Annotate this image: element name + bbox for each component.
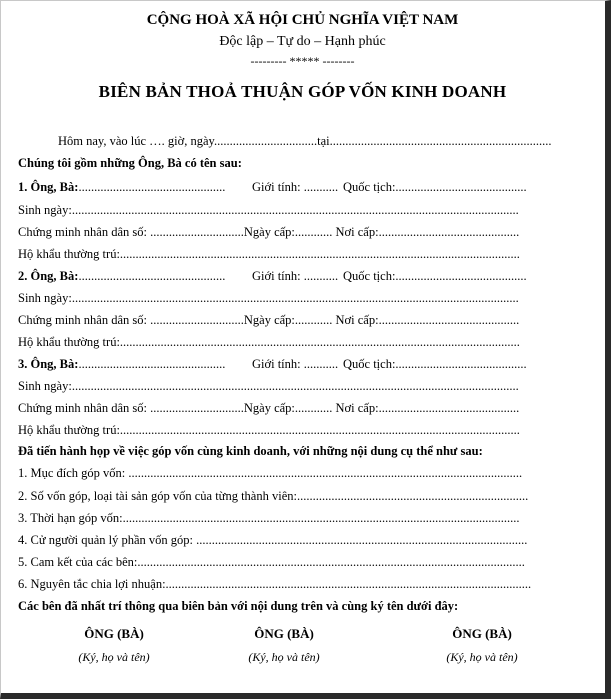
party-2-row [18,269,225,284]
item-3: 3. Thời hạn góp vốn:............................................................................................................................... [18,511,520,525]
party-1-id: Chứng minh nhân dân số: ..............................Ngày cấp:............ Nơi cấp:............................................. [18,225,520,239]
party-3-birth: Sinh ngày:............................................................................................................................................... [18,379,519,393]
party-3-nationality: Quốc tịch:.......................................... [343,357,527,371]
signature-2-title: ÔNG (BÀ) [254,626,314,641]
party-1-label: 1. Ông, Bà: [18,180,79,194]
document-title: BIÊN BẢN THOẢ THUẬN GÓP VỐN KINH DOANH [98,82,507,101]
content-heading: Đã tiến hành họp về việc góp vốn cùng kinh doanh, với những nội dung cụ thể như sau: [18,444,483,458]
party-2-name-dots: ............................................... [78,269,226,283]
parties-heading: Chúng tôi gồm những Ông, Bà có tên sau: [18,156,242,170]
signature-3-note: (Ký, họ và tên) [446,650,518,664]
party-2-household: Hộ khẩu thường trú:................................................................................................................................ [18,335,520,349]
party-1-row [18,180,225,195]
signature-2-note: (Ký, họ và tên) [248,650,320,664]
item-6: 6. Nguyên tắc chia lợi nhuận:..................................................................................................................... [18,577,532,591]
party-3-household: Hộ khẩu thường trú:................................................................................................................................ [18,423,520,437]
party-2-birth: Sinh ngày:............................................................................................................................................... [18,291,519,305]
party-3-gender: Giới tính: ........... [252,357,339,371]
party-3-row [18,357,225,372]
party-1-name-dots: ............................................... [78,180,226,194]
agreement-line: Các bên đã nhất trí thông qua biên bản với nội dung trên và cùng ký tên dưới đây: [18,599,459,613]
header-separator: --------- ***** -------- [250,54,355,68]
signature-3-title: ÔNG (BÀ) [452,626,512,641]
item-4: 4. Cử người quản lý phần vốn góp: .......................................................................................................... [18,533,528,547]
party-2-label: 2. Ông, Bà: [18,269,79,283]
national-motto: Độc lập – Tự do – Hạnh phúc [219,34,386,49]
party-2-gender: Giới tính: ........... [252,269,339,283]
signature-1-title: ÔNG (BÀ) [84,626,144,641]
party-2-id: Chứng minh nhân dân số: ..............................Ngày cấp:............ Nơi cấp:............................................. [18,313,520,327]
signature-1-note: (Ký, họ và tên) [78,650,150,664]
party-3-id: Chứng minh nhân dân số: ..............................Ngày cấp:............ Nơi cấp:............................................. [18,401,520,415]
party-1-nationality: Quốc tịch:.......................................... [343,180,527,194]
party-2-nationality: Quốc tịch:.......................................... [343,269,527,283]
party-1-gender: Giới tính: ........... [252,180,339,194]
party-3-label: 3. Ông, Bà: [18,357,79,371]
national-title: CỘNG HOÀ XÃ HỘI CHỦ NGHĨA VIỆT NAM [146,12,459,28]
item-2: 2. Số vốn góp, loại tài sản góp vốn của từng thành viên:.......................................................................... [18,489,529,503]
item-5: 5. Cam kết của các bên:............................................................................................................................ [18,555,525,569]
item-1: 1. Mục đích góp vốn: .............................................................................................................................. [18,466,523,480]
intro-line: Hôm nay, vào lúc …. giờ, ngày.................................tại....................................................................... [58,134,552,148]
party-1-birth: Sinh ngày:............................................................................................................................................... [18,203,519,217]
party-3-name-dots: ............................................... [78,357,226,371]
party-1-household: Hộ khẩu thường trú:................................................................................................................................ [18,247,520,261]
